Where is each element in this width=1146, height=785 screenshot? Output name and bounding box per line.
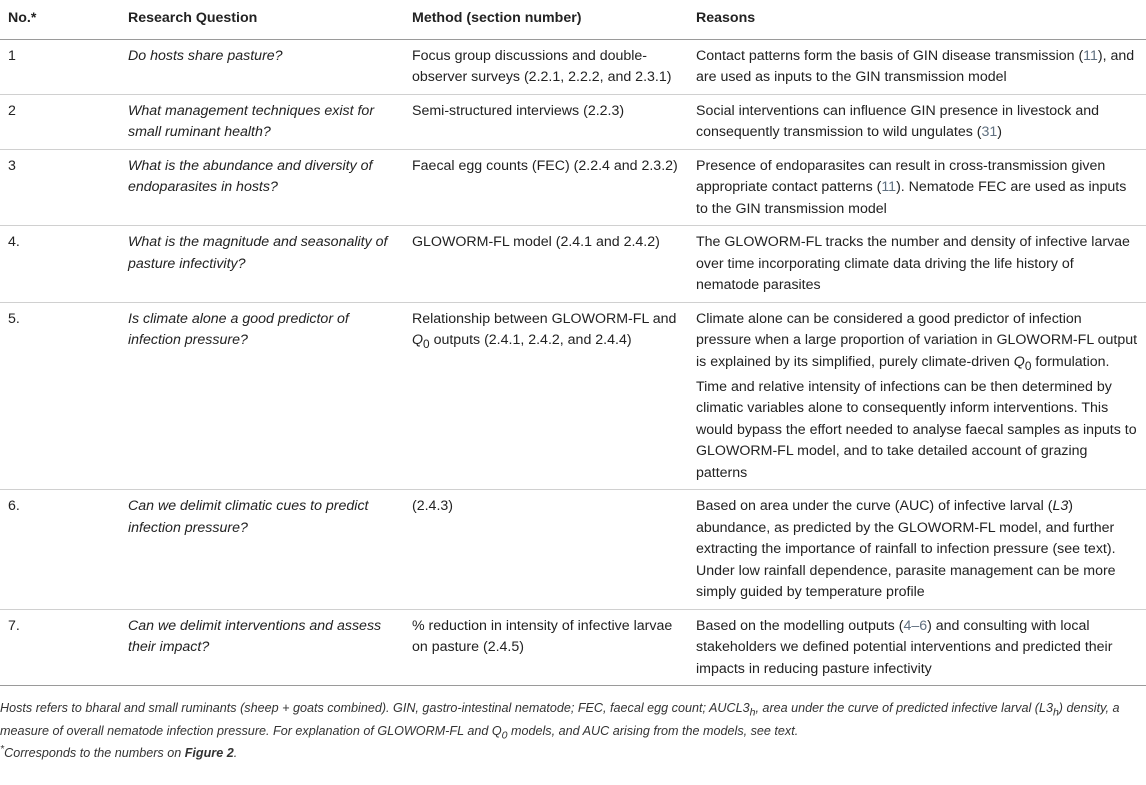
header-reasons: Reasons — [688, 0, 1146, 39]
footnote-text: models, and AUC arising from the models, see text. — [507, 723, 799, 738]
footnote-text: , area under the curve of predicted infective larval (L3 — [755, 701, 1053, 715]
q-subscript: 0 — [1024, 358, 1032, 373]
reasons-text: ). Nematode FEC are used as inputs to the GIN transmission model — [696, 179, 1127, 217]
method: Focus group discussions and double-observer surveys (2.2.1, 2.2.2, and 2.3.1) — [404, 39, 688, 94]
method: GLOWORM-FL model (2.4.1 and 2.4.2) — [404, 226, 688, 303]
research-question: Do hosts share pasture? — [120, 39, 404, 94]
asterisk-footnote — [0, 740, 1146, 762]
table-row — [0, 609, 1146, 686]
reasons — [688, 39, 1146, 94]
reasons-text: ) — [997, 124, 1002, 140]
research-question: Can we delimit interventions and assess their impact? — [120, 609, 404, 686]
footnote-text: . — [233, 746, 238, 761]
research-question: What is the magnitude and seasonality of pasture infectivity? — [120, 226, 404, 303]
footnote-subscript: 0 — [501, 729, 508, 742]
reasons: The GLOWORM-FL tracks the number and density of infective larvae over time incorporating climate data driving the life history of nematode parasites — [688, 226, 1146, 303]
reasons-text: Presence of endoparasites can result in cross-transmission given appropriate contact patterns ( — [696, 157, 1106, 195]
reasons-text: ) abundance, as predicted by the GLOWORM-FL model, and further extracting the importance of rainfall to infection pressure (see text). Under low rainfall dependence, parasite management can be more simply guided by temperature profile — [696, 498, 1116, 601]
reasons — [688, 94, 1146, 149]
table-header — [0, 0, 1146, 39]
header-row — [0, 0, 1146, 39]
row-number: 1 — [0, 39, 120, 94]
header-research-question: Research Question — [120, 0, 404, 39]
reasons-text: ), and are used as inputs to the GIN transmission model — [696, 47, 1135, 85]
research-question: Is climate alone a good predictor of infection pressure? — [120, 302, 404, 490]
reasons — [688, 609, 1146, 686]
footnote-subscript: h — [749, 706, 756, 719]
row-number: 3 — [0, 149, 120, 226]
reference-link[interactable]: 31 — [981, 124, 998, 140]
research-question: Can we delimit climatic cues to predict infection pressure? — [120, 490, 404, 610]
table-row — [0, 39, 1146, 94]
row-number: 5. — [0, 302, 120, 490]
reasons — [688, 490, 1146, 610]
method-text: Relationship between GLOWORM-FL and — [412, 310, 677, 327]
method-text: outputs (2.4.1, 2.4.2, and 2.4.4) — [429, 332, 632, 348]
method: Faecal egg counts (FEC) (2.2.4 and 2.3.2) — [404, 149, 688, 226]
method: (2.4.3) — [404, 490, 688, 610]
table-row — [0, 149, 1146, 226]
footnote-text: Hosts refers to bharal and small ruminants (sheep + goats combined). GIN, gastro-intestinal nematode; FEC, faecal egg count; AUCL3 — [0, 701, 750, 715]
table-row — [0, 490, 1146, 610]
method: Semi-structured interviews (2.2.3) — [404, 94, 688, 149]
row-number: 2 — [0, 94, 120, 149]
l3-symbol: L3 — [1052, 498, 1069, 515]
footnote-text: ) density, a measure of overall nematode infection pressure. For explanation of GLOWORM-FL and Q — [0, 701, 1120, 738]
asterisk-marker: * — [0, 743, 5, 755]
research-question: What is the abundance and diversity of endoparasites in hosts? — [120, 149, 404, 226]
reasons-text: ) and consulting with local stakeholders we defined potential interventions and predicted their impacts in reducing pasture infectivity — [696, 617, 1113, 677]
table-body — [0, 39, 1146, 686]
row-number: 6. — [0, 490, 120, 610]
q-symbol: Q — [1013, 353, 1025, 370]
header-method: Method (section number) — [404, 0, 688, 39]
method — [404, 302, 688, 490]
footnote-text: Corresponds to the numbers on — [4, 746, 185, 761]
table-row — [0, 226, 1146, 303]
reference-link[interactable]: 11 — [881, 179, 897, 195]
footnote-subscript: h — [1052, 706, 1059, 719]
research-question: What management techniques exist for small ruminant health? — [120, 94, 404, 149]
table-row — [0, 302, 1146, 490]
method: % reduction in intensity of infective larvae on pasture (2.4.5) — [404, 609, 688, 686]
table-row — [0, 94, 1146, 149]
reasons-text: formulation. Time and relative intensity of infections can be then determined by climatic variables alone to consequently inform interventions. This would bypass the effort needed to analyse faecal samples as inputs to GLOWORM-FL model, and to take detailed account of grazing patterns — [696, 353, 1137, 481]
reasons-text: Social interventions can influence GIN presence in livestock and consequently transmission to wild ungulates ( — [696, 102, 1099, 140]
row-number: 7. — [0, 609, 120, 686]
q-symbol: Q — [412, 332, 424, 348]
row-number: 4. — [0, 226, 120, 303]
table-footnote — [0, 699, 1146, 744]
figure-link[interactable]: Figure 2 — [184, 746, 234, 761]
header-no: No.* — [0, 0, 120, 39]
reference-link[interactable]: 4–6 — [903, 617, 928, 634]
reasons-text: Based on area under the curve (AUC) of infective larval ( — [696, 498, 1053, 515]
reasons-text: Climate alone can be considered a good predictor of infection pressure when a large proportion of variation in GLOWORM-FL output is explained by its simplified, purely climate-driven — [696, 310, 1138, 370]
reasons-text: Contact patterns form the basis of GIN disease transmission ( — [696, 47, 1084, 64]
q-subscript: 0 — [423, 336, 430, 351]
reasons-text: Based on the modelling outputs ( — [696, 617, 904, 634]
reasons — [688, 149, 1146, 226]
reasons — [688, 302, 1146, 490]
reference-link[interactable]: 11 — [1083, 47, 1098, 64]
